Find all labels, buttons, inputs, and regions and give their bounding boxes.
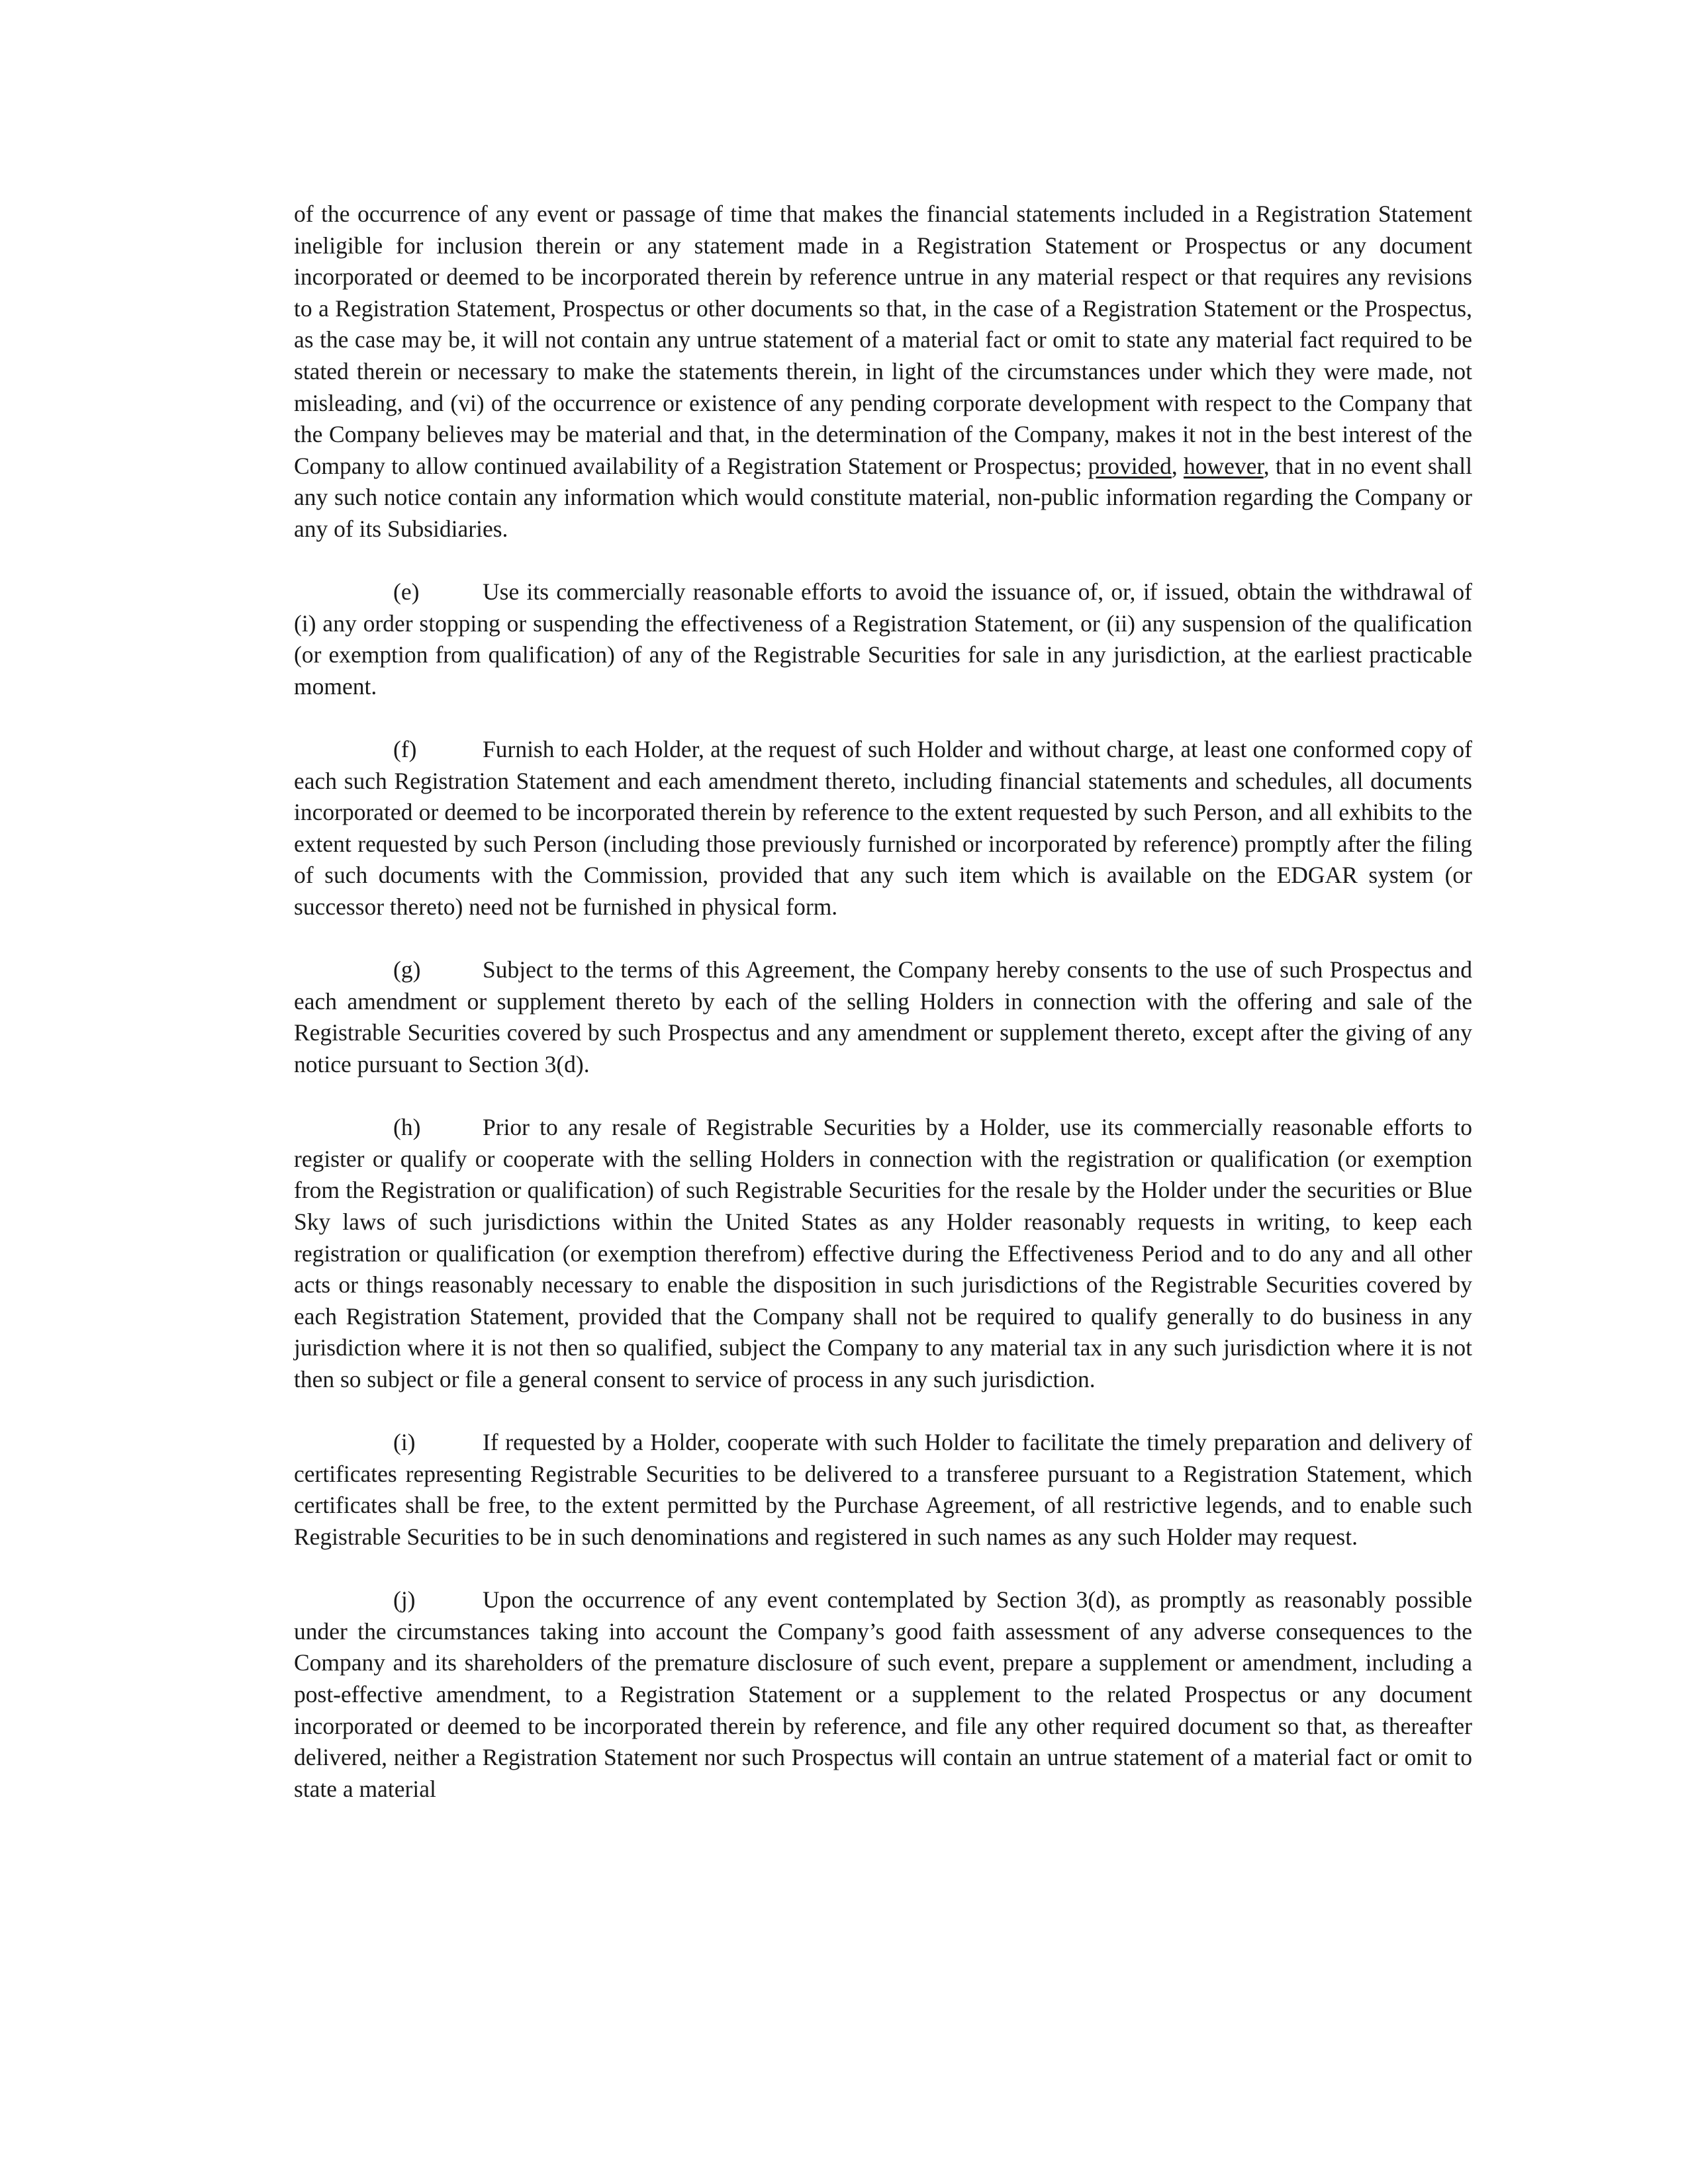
paragraph-text: Use its commercially reasonable efforts to avoid the issuance of, or, if issued, obtain the withdrawal of (i) any order stopping or suspending the effectiveness of a Registration Statement, or (ii) any suspension of the qualification (or exemption from qualification) of any of the Registrable Securities for sale in any jurisdiction, at the earliest practicable moment. bbox=[294, 578, 1472, 700]
paragraph-label: (j) bbox=[393, 1586, 416, 1614]
paragraph-h bbox=[294, 1112, 1472, 1395]
paragraph-text: Prior to any resale of Registrable Securities by a Holder, use its commercially reasonable efforts to register or qualify or cooperate with the selling Holders in connection with the registration or qualification (or exemption from the Registration or qualification) of such Registrable Securities for the resale by the Holder under the securities or Blue Sky laws of such jurisdictions within the United States as any Holder reasonably requests in writing, to keep each registration or qualification (or exemption therefrom) effective during the Effectiveness Period and to do any and all other acts or things reasonably necessary to enable the disposition in such jurisdictions of the Registrable Securities covered by each Registration Statement, provided that the Company shall not be required to qualify generally to do business in any jurisdiction where it is not then so qualified, subject the Company to any material tax in any such jurisdiction where it is not then so subject or file a general consent to service of process in any such jurisdiction. bbox=[294, 1114, 1472, 1392]
paragraph-text: Furnish to each Holder, at the request of such Holder and without charge, at least one conformed copy of each such Registration Statement and each amendment thereto, including financial statements and schedules, all documents incorporated or deemed to be incorporated therein by reference to the extent requested by such Person, and all exhibits to the extent requested by such Person (including those previously furnished or incorporated by reference) promptly after the filing of such documents with the Commission, provided that any such item which is available on the EDGAR system (or successor thereto) need not be furnished in physical form. bbox=[294, 736, 1472, 921]
paragraph-g bbox=[294, 954, 1472, 1080]
however-term: however bbox=[1183, 452, 1264, 479]
document-page bbox=[294, 199, 1472, 1837]
paragraph-label: (e) bbox=[393, 578, 420, 606]
paragraph-j bbox=[294, 1584, 1472, 1805]
paragraph-label: (g) bbox=[393, 956, 421, 983]
paragraph-text: If requested by a Holder, cooperate with such Holder to facilitate the timely preparation and delivery of certificates representing Registrable Securities to be delivered to a transferee pursuant to a Registration Statement, which certificates shall be free, to the extent permitted by the Purchase Agreement, of all restrictive legends, and to enable such Registrable Securities to be in such denominations and registered in such names as any such Holder may request. bbox=[294, 1429, 1472, 1550]
paragraph-continuation bbox=[294, 199, 1472, 545]
paragraph-tail: , that in no event shall any such notice contain any information which would constitute material, non-public information regarding the Company or any of its Subsidiaries. bbox=[294, 452, 1472, 542]
paragraph-i bbox=[294, 1427, 1472, 1553]
paragraph-text: Subject to the terms of this Agreement, the Company hereby consents to the use of such Prospectus and each amendment or supplement thereto by each of the selling Holders in connection with the offering and sale of the Registrable Securities covered by such Prospectus and any amendment or supplement thereto, except after the giving of any notice pursuant to Section 3(d). bbox=[294, 956, 1472, 1078]
paragraph-label: (i) bbox=[393, 1429, 416, 1456]
paragraph-text: of the occurrence of any event or passage of time that makes the financial statements included in a Registration Statement ineligible for inclusion therein or any statement made in a Registration Statement or Prospectus or any document incorporated or deemed to be incorporated therein by reference untrue in any material respect or that requires any revisions to a Registration Statement, Prospectus or other documents so that, in the case of a Registration Statement or the Prospectus, as the case may be, it will not contain any untrue statement of a material fact or omit to state any material fact required to be stated therein or necessary to make the statements therein, in light of the circumstances under which they were made, not misleading, and (vi) of the occurrence or existence of any pending corporate development with respect to the Company that the Company believes may be material and that, in the determination of the Company, makes it not in the best interest of the Company to allow continued availability of a Registration Statement or Prospectus; bbox=[294, 201, 1472, 479]
paragraph-e bbox=[294, 576, 1472, 702]
paragraph-f bbox=[294, 734, 1472, 923]
comma: , bbox=[1171, 452, 1178, 479]
paragraph-label: (h) bbox=[393, 1114, 421, 1141]
paragraph-text: Upon the occurrence of any event contemplated by Section 3(d), as promptly as reasonably possible under the circumstances taking into account the Company’s good faith assessment of any adverse consequences to the Company and its shareholders of the premature disclosure of such event, prepare a supplement or amendment, including a post-effective amendment, to a Registration Statement or a supplement to the related Prospectus or any document incorporated or deemed to be incorporated therein by reference, and file any other required document so that, as thereafter delivered, neither a Registration Statement nor such Prospectus will contain an untrue statement of a material fact or omit to state a material bbox=[294, 1586, 1472, 1802]
provided-term: provided bbox=[1088, 452, 1172, 479]
paragraph-label: (f) bbox=[393, 736, 417, 763]
